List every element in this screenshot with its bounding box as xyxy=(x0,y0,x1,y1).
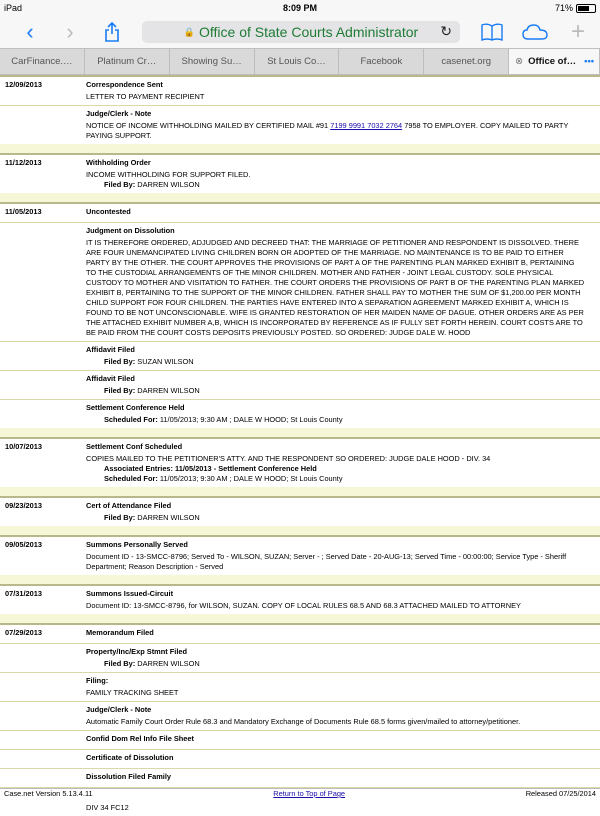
tab-carfinance[interactable]: CarFinance.… xyxy=(0,49,85,74)
docket-entry xyxy=(0,535,600,575)
docket-entry xyxy=(0,202,600,222)
filed-by: Filed By: DARREN WILSON xyxy=(104,386,200,395)
docket-entry xyxy=(0,749,600,768)
reload-icon[interactable]: ↻ xyxy=(440,23,452,39)
docket-entry xyxy=(0,768,600,787)
entry-title: Withholding Order xyxy=(86,158,151,167)
clock: 8:09 PM xyxy=(282,3,317,13)
associated-entries: Associated Entries: 11/05/2013 - Settlement Conference Held xyxy=(104,464,317,473)
entry-text: LETTER TO PAYMENT RECIPIENT xyxy=(86,92,205,101)
entry-text: Automatic Family Court Order Rule 68.3 and Mandatory Exchange of Documents Rule 68.5 forms given/mailed to attorney/petitioner. xyxy=(86,717,521,726)
entry-title: Judgment on Dissolution xyxy=(86,226,175,235)
entry-date: 12/09/2013 xyxy=(5,80,42,89)
entry-title: Memorandum Filed xyxy=(86,628,154,637)
entry-title: Cert of Attendance Filed xyxy=(86,501,172,510)
docket-entry xyxy=(0,75,600,105)
entry-date: 09/23/2013 xyxy=(5,501,42,510)
version-text: Case.net Version 5.13.4.11 xyxy=(4,789,93,798)
battery-icon xyxy=(576,4,596,13)
device-name: iPad xyxy=(4,3,23,13)
entry-title: Property/Inc/Exp Stmnt Filed xyxy=(86,647,188,656)
tab-bar xyxy=(0,48,600,75)
entry-title: Affidavit Filed xyxy=(86,374,135,383)
filed-by: Filed By: SUZAN WILSON xyxy=(104,357,194,366)
status-bar xyxy=(0,0,600,16)
entry-date: 07/31/2013 xyxy=(5,589,42,598)
entry-text: COPIES MAILED TO THE PETITIONER'S ATTY. AND THE RESPONDENT SO ORDERED: JUDGE DALE HOOD - DIV. 34 xyxy=(86,454,491,463)
entry-date: 07/29/2013 xyxy=(5,628,42,637)
entry-title: Summons Personally Served xyxy=(86,540,188,549)
docket-entry xyxy=(0,730,600,749)
bookmarks-icon[interactable] xyxy=(480,20,504,44)
docket-entry xyxy=(0,399,600,428)
entry-date: 11/05/2013 xyxy=(5,207,42,216)
entry-title: Confid Dom Rel Info File Sheet xyxy=(86,734,194,743)
tab-st-louis[interactable]: St Louis Co… xyxy=(255,49,340,74)
battery-fill xyxy=(578,6,589,11)
separator xyxy=(0,428,600,437)
entry-title: Settlement Conf Scheduled xyxy=(86,442,183,451)
tab-facebook[interactable]: Facebook xyxy=(339,49,424,74)
judgment-text: IT IS THEREFORE ORDERED, ADJUDGED AND DECREED THAT: THE MARRIAGE OF PETITIONER AND RESPONDENT IS DISSOLVED. THERE ARE FOUR UNEMANCIPATED LIVING CHILDREN BORN OR ADOPTED OF THE MARRIAGE. NO MAINTENANCE IS TO BE PAID TO EITHER PARTY BY THE OTHER. THE COURT APPROVES THE PROVISIONS OF PART A OF THE PARENTING PLAN MARKED EXHIBIT B, PERTAINING TO THE CUSTODIAL ARRANGEMENTS OF THE MINOR CHILDREN. MOTHER AND FATHER - JOINT LEGAL CUSTODY. SOLE PHYSICAL CUSTODY TO MOTHER AND VISITATION TO FATHER. THE COURT ORDERS THE PROVISIONS OF PART B OF THE PARENTING PLAN MARKED EXHIBIT B, PERTAINING TO THE SUPPORT OF THE MINOR CHILDREN. FATHER SHALL PAY TO MOTHER THE SUM OF $1,200.00 PER MONTH CHILD SUPPORT FOR FOUR CHILDREN. THE PARTIES HAVE ENTERED INTO A SEPARATION AGREEMENT MARKED EXHIBIT A, WHICH IS FOUND TO BE NOT UNCONSCIONABLE. WIFE IS GRANTED RESTORATION OF HER MAIDEN NAME OF DAGUE. OTHER ORDERS ARE AS PER THE ATTACHED EXHIBIT NUMBER A,B, WHICH IS INCORPORATED BY REFERENCE AS IF FULLY SET FORTH HEREIN. COURT COSTS ARE TO BE PAID FROM THE COURT COSTS DEPOSITS PREVIOUSLY POSTED. SO ORDERED: JUDGE DALE W. HOOD xyxy=(86,238,585,337)
more-icon[interactable]: ••• xyxy=(584,56,595,67)
battery-percent: 71% xyxy=(554,3,573,13)
entry-title: Correspondence Sent xyxy=(86,80,163,89)
docket-entry xyxy=(0,701,600,730)
separator xyxy=(0,487,600,496)
separator xyxy=(0,526,600,535)
docket-entry xyxy=(0,584,600,614)
cloud-tabs-icon[interactable] xyxy=(520,20,550,44)
entry-text: INCOME WITHHOLDING FOR SUPPORT FILED. xyxy=(86,170,251,179)
entry-text: Document ID - 13-SMCC-8796; Served To - WILSON, SUZAN; Server - ; Served Date - 20-AUG-13; Served Time - 00:00:00; Service Type - Sheriff Department; Reason Description - Served xyxy=(86,552,567,571)
docket-entry xyxy=(0,341,600,370)
entry-date: 11/12/2013 xyxy=(5,158,42,167)
docket-entry xyxy=(0,496,600,526)
page-title: Office of State Courts Administrator xyxy=(199,24,419,40)
tab-showing[interactable]: Showing Su… xyxy=(170,49,255,74)
page-footer xyxy=(0,788,600,800)
filed-by: Filed By: DARREN WILSON xyxy=(104,659,200,668)
entry-title: Certificate of Dissolution xyxy=(86,753,174,762)
separator xyxy=(0,144,600,153)
share-icon[interactable] xyxy=(100,20,124,44)
entry-title: Filing: xyxy=(86,676,109,685)
address-bar[interactable] xyxy=(142,21,460,43)
docket-entry xyxy=(0,643,600,672)
tracking-number-link[interactable]: 7199 9991 7032 2764 xyxy=(330,121,403,130)
entry-title: Judge/Clerk - Note xyxy=(86,109,152,118)
battery-indicator xyxy=(555,3,596,13)
docket-entry xyxy=(0,153,600,193)
docket-entry xyxy=(0,672,600,701)
entry-date: 09/05/2013 xyxy=(5,540,42,549)
entry-title: Dissolution Filed Family xyxy=(86,772,172,781)
entry-date: 10/07/2013 xyxy=(5,442,42,451)
new-tab-icon[interactable]: + xyxy=(570,18,585,45)
tab-office-active[interactable] xyxy=(509,49,600,74)
entry-title: Affidavit Filed xyxy=(86,345,135,354)
docket-entry xyxy=(0,437,600,487)
browser-toolbar xyxy=(0,16,600,48)
separator xyxy=(0,575,600,584)
scheduled-for: Scheduled For: 11/05/2013; 9:30 AM ; DALE W HOOD; St Louis County xyxy=(104,415,343,424)
filed-by: Filed By: DARREN WILSON xyxy=(104,513,200,522)
lock-icon: 🔒 xyxy=(183,26,196,37)
active-tab-label: Office of… xyxy=(528,56,577,67)
tab-platinum[interactable]: Platinum Cr… xyxy=(85,49,170,74)
close-tab-icon[interactable]: ⊗ xyxy=(515,56,524,67)
filed-by: Filed By: DARREN WILSON xyxy=(104,180,200,189)
docket-entry xyxy=(0,623,600,643)
scheduled-for: Scheduled For: 11/05/2013; 9:30 AM ; DALE W HOOD; St Louis County xyxy=(104,474,343,483)
back-icon[interactable]: ‹ xyxy=(26,19,34,44)
docket-entry xyxy=(0,222,600,341)
released-text: Released 07/25/2014 xyxy=(525,789,596,798)
entry-text: FAMILY TRACKING SHEET xyxy=(86,688,179,697)
forward-icon[interactable]: › xyxy=(66,19,74,44)
entry-title: Summons Issued-Circuit xyxy=(86,589,174,598)
separator xyxy=(0,193,600,202)
entry-text: DIV 34 FC12 xyxy=(86,803,129,812)
entry-title: Settlement Conference Held xyxy=(86,403,185,412)
entry-text: Document ID: 13-SMCC-8796, for WILSON, SUZAN. COPY OF LOCAL RULES 68.5 AND 68.3 ATTACHED MAILED TO ATTORNEY xyxy=(86,601,521,610)
tab-casenet[interactable]: casenet.org xyxy=(424,49,509,74)
docket-entry xyxy=(0,370,600,399)
return-to-top-link[interactable]: Return to Top of Page xyxy=(273,789,346,798)
entry-text: NOTICE OF INCOME WITHHOLDING MAILED BY CERTIFIED MAIL #91 7199 9991 7032 2764 7958 TO EMPLOYER. COPY MAILED TO PARTY PAYING SUPPORT. xyxy=(86,121,569,140)
entry-title: Uncontested xyxy=(86,207,131,216)
entry-title: Judge/Clerk - Note xyxy=(86,705,152,714)
docket-entry xyxy=(0,105,600,144)
separator xyxy=(0,614,600,623)
